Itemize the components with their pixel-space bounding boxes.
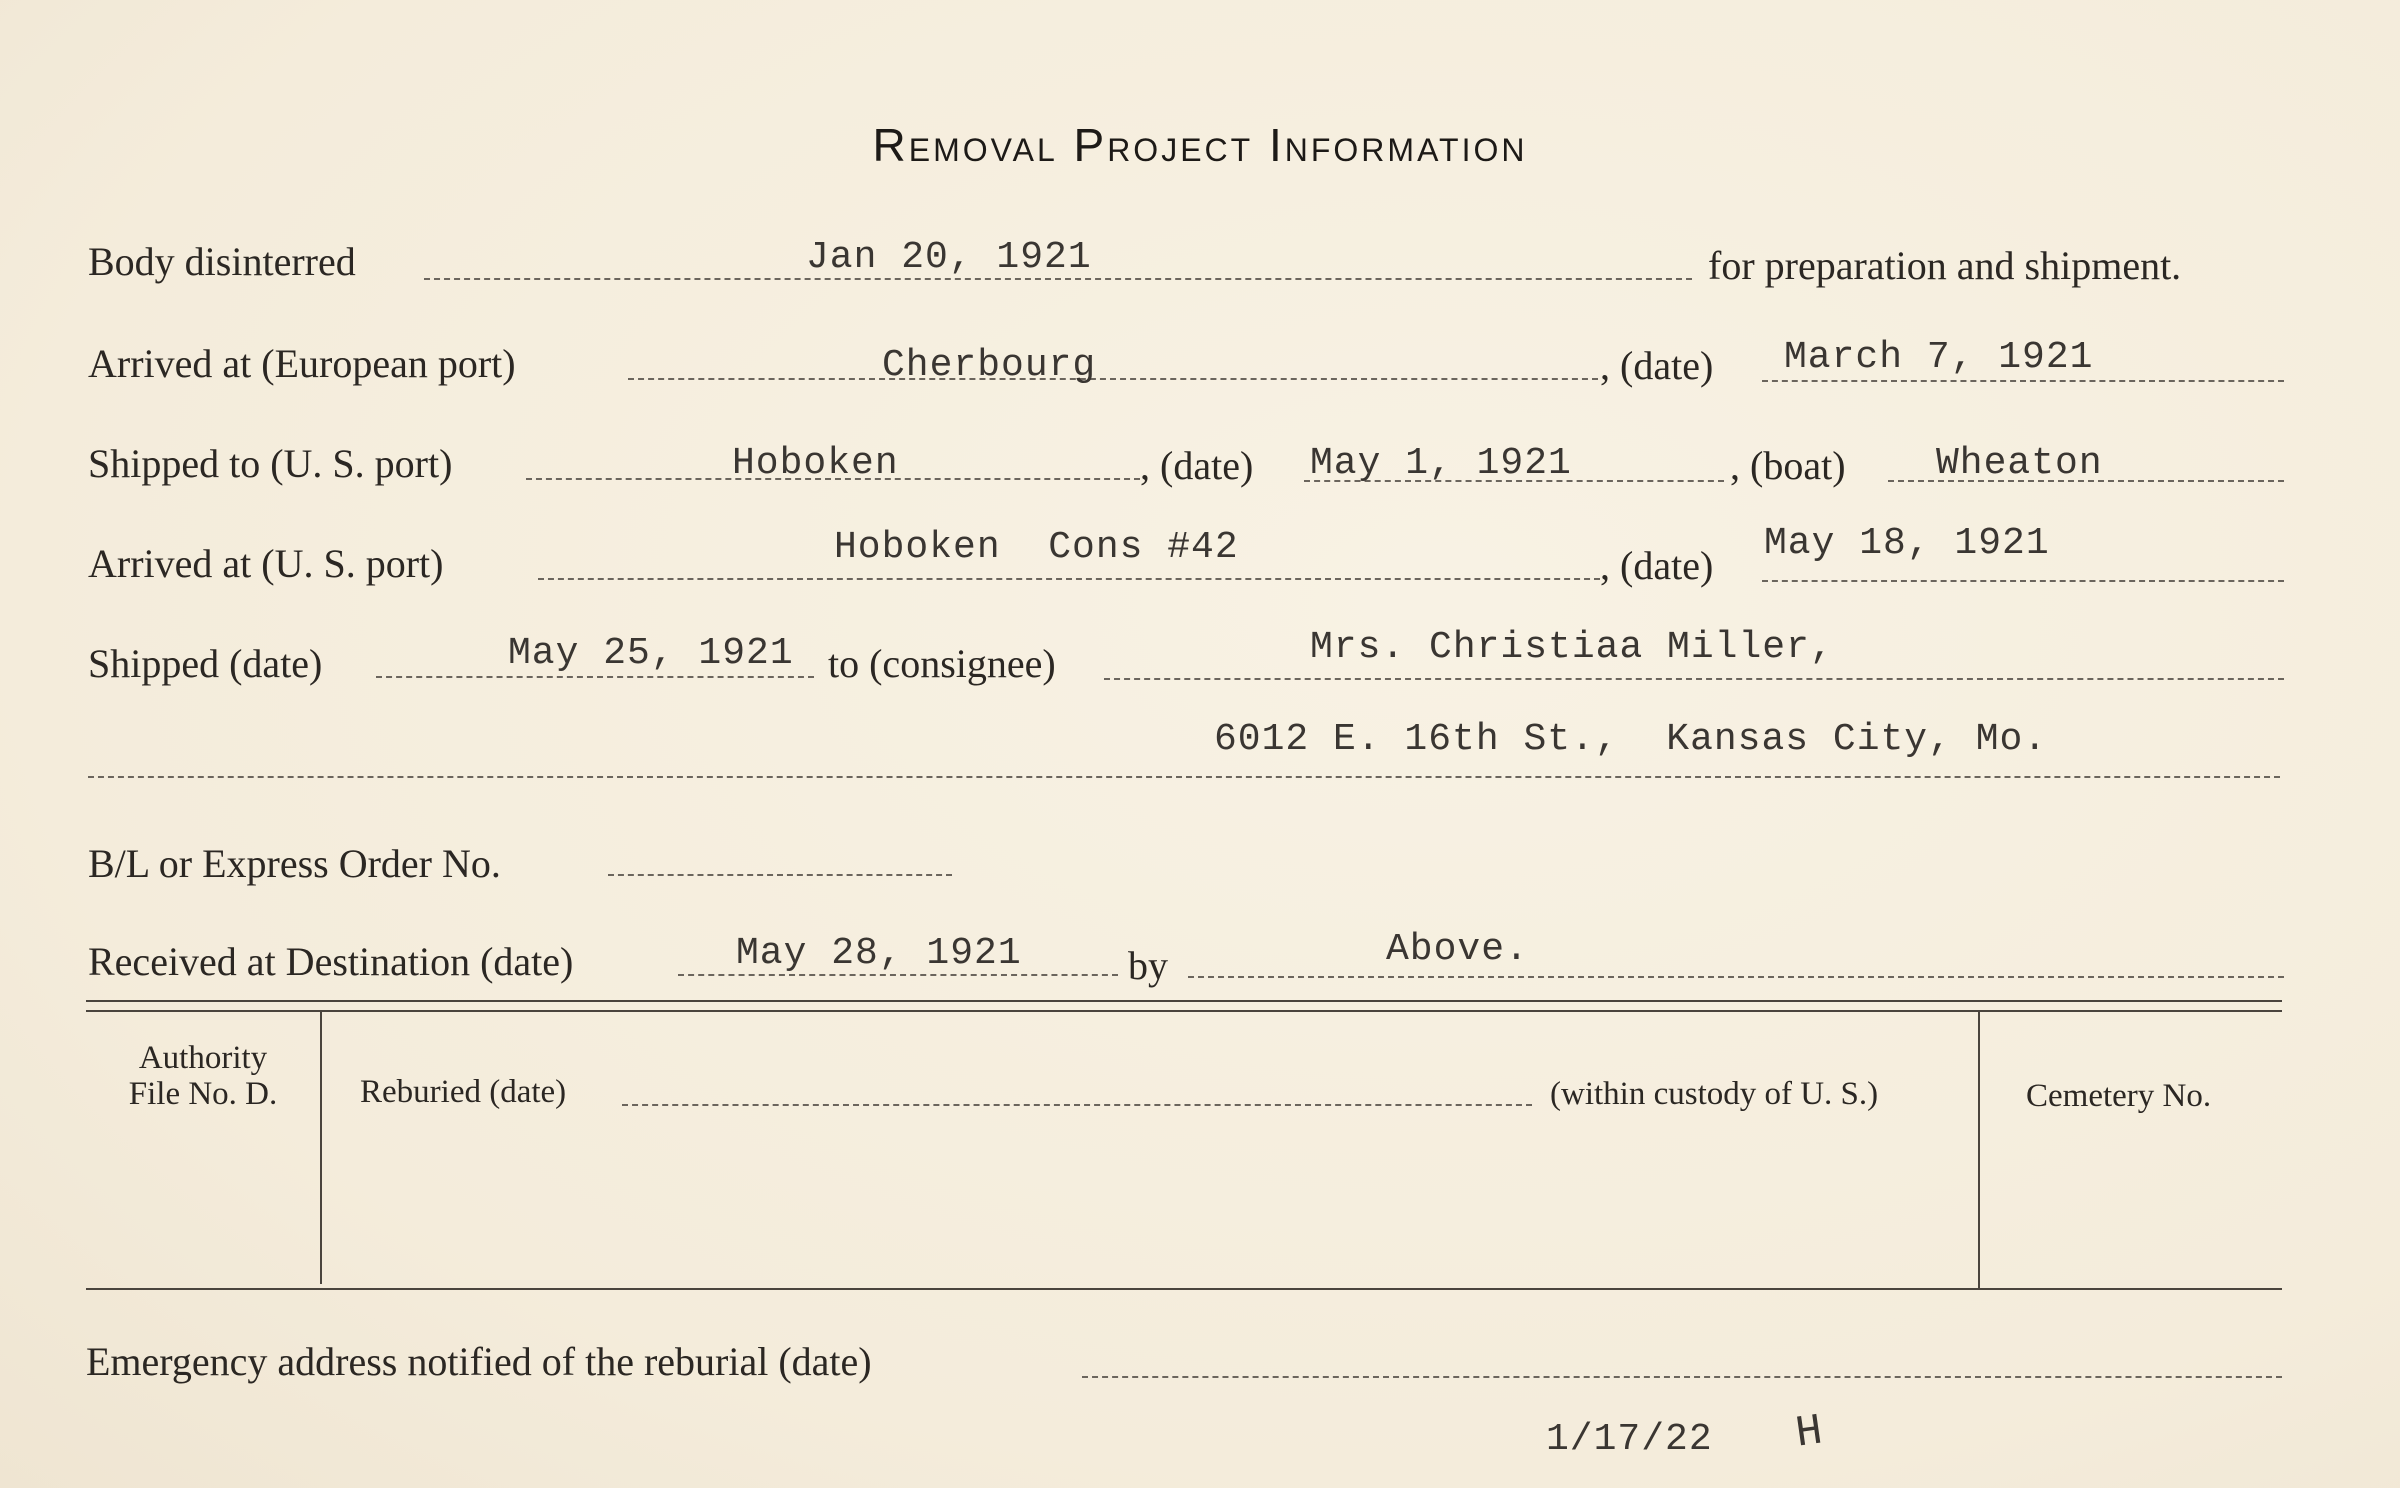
received-label: Received at Destination (date) bbox=[88, 939, 574, 984]
consignee-address-line bbox=[88, 776, 2280, 778]
bl-order-label: B/L or Express Order No. bbox=[88, 841, 501, 886]
us-port-shipped-label: Shipped to (U. S. port) bbox=[88, 441, 453, 486]
table-top-rule-1 bbox=[86, 1000, 2282, 1002]
us-port-shipped-date-label: , (date) bbox=[1140, 443, 1254, 488]
table-divider-left bbox=[320, 1012, 322, 1284]
received-date: May 28, 1921 bbox=[736, 932, 1022, 975]
consignee-line bbox=[1104, 678, 2284, 680]
shipped-date-label: Shipped (date) bbox=[88, 641, 323, 686]
authority-label-1: Authority bbox=[138, 1040, 268, 1076]
us-port-arrived-date-label: , (date) bbox=[1600, 543, 1714, 588]
disinterred-label: Body disinterred bbox=[88, 239, 356, 284]
european-port-value: Cherbourg bbox=[882, 344, 1097, 387]
consignee-label: to (consignee) bbox=[828, 641, 1056, 686]
disinterred-suffix: for preparation and shipment. bbox=[1708, 243, 2182, 288]
received-by-line bbox=[1188, 976, 2284, 978]
emergency-line bbox=[1082, 1376, 2282, 1378]
table-bottom-rule bbox=[86, 1288, 2282, 1290]
european-port-line bbox=[628, 378, 1598, 380]
us-port-shipped-value: Hoboken bbox=[732, 442, 899, 485]
bl-order-line bbox=[608, 874, 952, 876]
table-divider-right bbox=[1978, 1012, 1980, 1290]
disinterred-date: Jan 20, 1921 bbox=[806, 236, 1092, 279]
received-by-value: Above. bbox=[1386, 928, 1529, 971]
european-port-label: Arrived at (European port) bbox=[88, 341, 516, 386]
reburied-line bbox=[622, 1104, 1532, 1106]
boat-label: , (boat) bbox=[1730, 443, 1846, 488]
cemetery-label: Cemetery No. bbox=[2026, 1078, 2212, 1114]
table-top-rule-2 bbox=[86, 1010, 2282, 1012]
shipped-date-value: May 25, 1921 bbox=[508, 632, 794, 675]
us-port-arrived-line bbox=[538, 578, 1600, 580]
authority-label-2: File No. D. bbox=[128, 1076, 278, 1112]
custody-label: (within custody of U. S.) bbox=[1550, 1076, 1879, 1112]
received-by-label: by bbox=[1128, 943, 1168, 988]
us-port-arrived-value: Hoboken Cons #42 bbox=[834, 526, 1239, 569]
emergency-label: Emergency address notified of the reburial (date) bbox=[86, 1339, 872, 1384]
footer-initials: H bbox=[1792, 1406, 1826, 1460]
boat-value: Wheaton bbox=[1936, 442, 2103, 485]
us-port-arrived-label: Arrived at (U. S. port) bbox=[88, 541, 444, 586]
us-port-arrived-date: May 18, 1921 bbox=[1764, 522, 2050, 565]
reburied-label: Reburied (date) bbox=[360, 1074, 567, 1110]
shipped-date-line bbox=[376, 676, 814, 678]
us-port-arrived-date-line bbox=[1762, 580, 2284, 582]
consignee-address: 6012 E. 16th St., Kansas City, Mo. bbox=[1214, 718, 2048, 761]
european-port-date-line bbox=[1762, 380, 2284, 382]
us-port-shipped-date: May 1, 1921 bbox=[1310, 442, 1572, 485]
european-port-date: March 7, 1921 bbox=[1784, 336, 2094, 379]
consignee-name: Mrs. Christiaa Miller, bbox=[1310, 626, 1834, 669]
card-title: Removal Project Information bbox=[872, 119, 1528, 171]
footer-date-note: 1/17/22 bbox=[1546, 1418, 1713, 1461]
european-port-date-label: , (date) bbox=[1600, 343, 1714, 388]
